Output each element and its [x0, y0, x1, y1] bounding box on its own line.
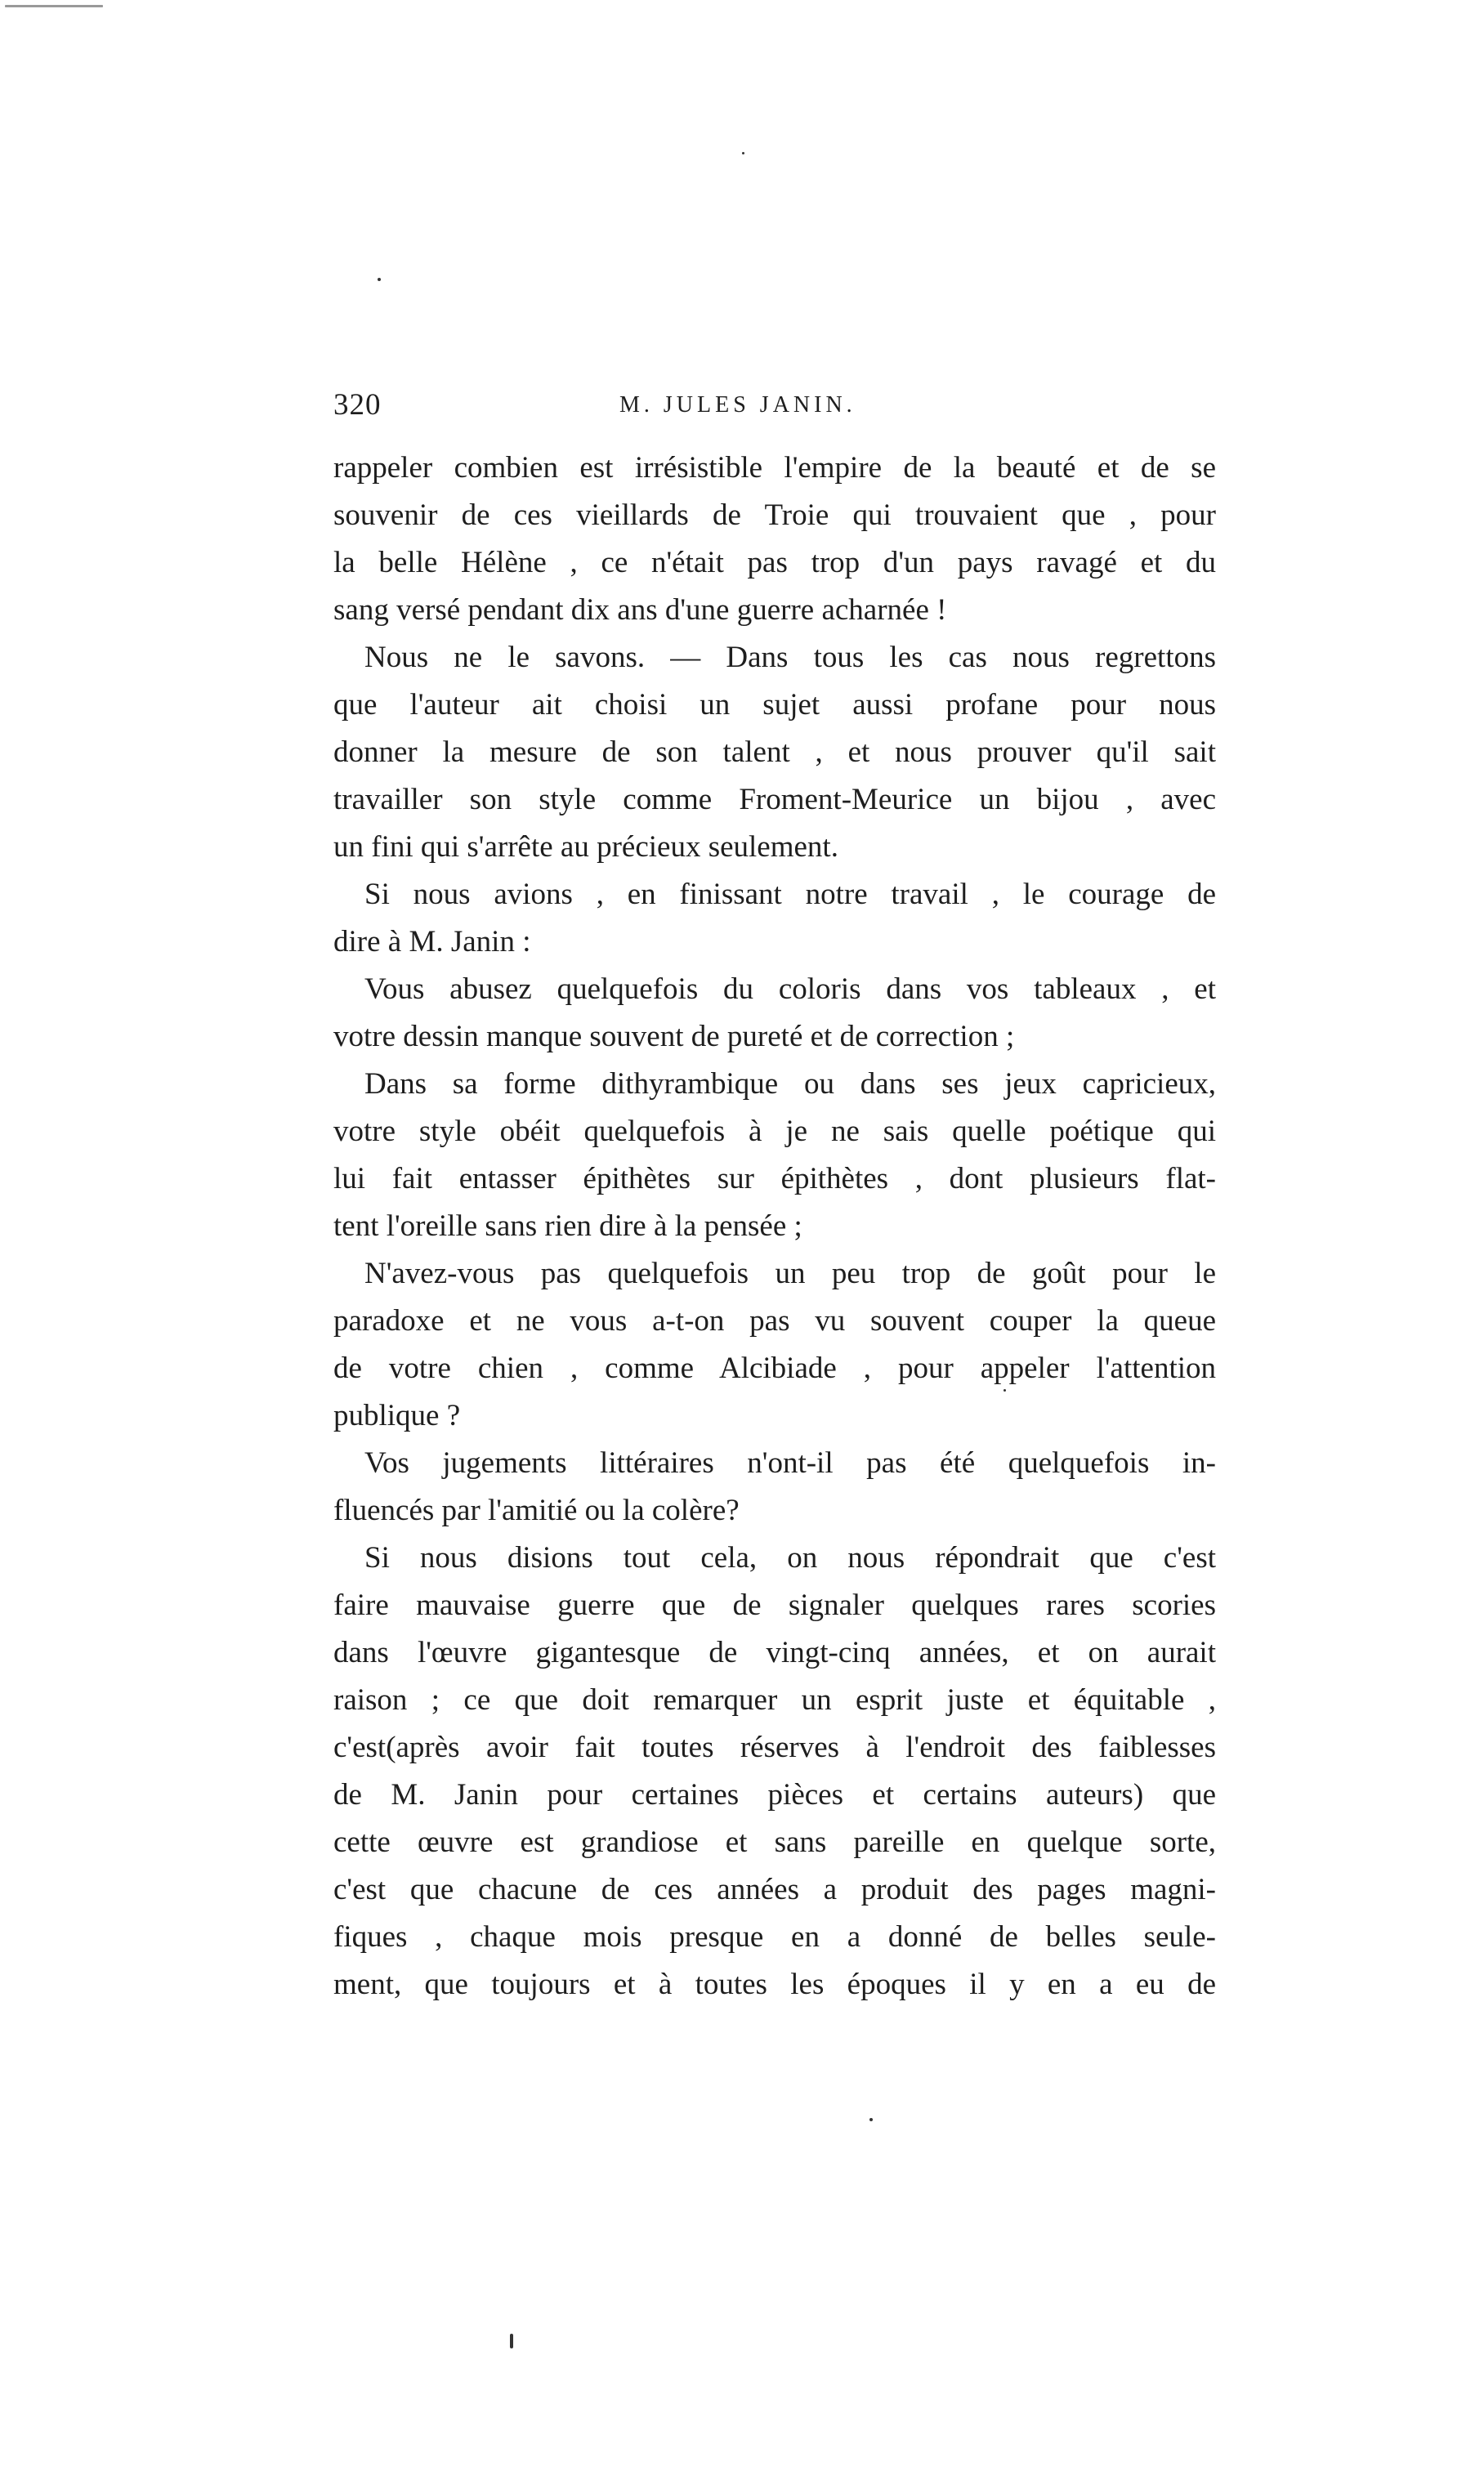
- text-line: Vos jugements littéraires n'ont-il pas été quelquefois in-: [364, 1446, 1216, 1480]
- running-head: [333, 381, 1213, 430]
- text-line: souvenir de ces vieillards de Troie qui trouvaient que , pour: [333, 498, 1216, 532]
- text-line: c'est(après avoir fait toutes réserves à l'endroit des faiblesses: [333, 1731, 1216, 1764]
- text-line: rappeler combien est irrésistible l'empire de la beauté et de se: [333, 451, 1216, 485]
- text-line: que l'auteur ait choisi un sujet aussi profane pour nous: [333, 688, 1216, 722]
- text-line: votre dessin manque souvent de pureté et de correction ;: [333, 1020, 1015, 1053]
- text-line: de M. Janin pour certaines pièces et certains auteurs) que: [333, 1778, 1216, 1812]
- running-title: M. JULES JANIN.: [619, 392, 856, 418]
- text-line: paradoxe et ne vous a-t-on pas vu souvent couper la queue: [333, 1304, 1216, 1338]
- scan-speck: [510, 2334, 513, 2348]
- text-line: N'avez-vous pas quelquefois un peu trop de goût pour le: [364, 1257, 1216, 1290]
- text-line: Nous ne le savons. — Dans tous les cas nous regrettons: [364, 641, 1216, 674]
- text-line: publique ?: [333, 1399, 461, 1432]
- text-line: sang versé pendant dix ans d'une guerre acharnée !: [333, 593, 947, 627]
- text-line: de votre chien , comme Alcibiade , pour appeler l'attention: [333, 1352, 1216, 1385]
- text-line: fluencés par l'amitié ou la colère?: [333, 1494, 740, 1527]
- page-number: 320: [333, 388, 382, 422]
- scan-speck: [378, 278, 381, 281]
- text-line: dire à M. Janin :: [333, 925, 531, 958]
- scan-speck: [1003, 1389, 1006, 1392]
- text-line: Si nous disions tout cela, on nous répondrait que c'est: [364, 1541, 1216, 1575]
- text-line: un fini qui s'arrête au précieux seulement.: [333, 830, 838, 864]
- scan-speck: [742, 152, 744, 154]
- text-line: Vous abusez quelquefois du coloris dans vos tableaux , et: [364, 972, 1216, 1006]
- scan-speck: [869, 2118, 873, 2121]
- text-line: raison ; ce que doit remarquer un esprit juste et équitable ,: [333, 1683, 1216, 1717]
- text-line: votre style obéit quelquefois à je ne sais quelle poétique qui: [333, 1115, 1216, 1148]
- text-line: tent l'oreille sans rien dire à la pensée ;: [333, 1209, 802, 1243]
- text-line: faire mauvaise guerre que de signaler quelques rares scories: [333, 1588, 1216, 1622]
- text-line: travailler son style comme Froment-Meurice un bijou , avec: [333, 783, 1216, 816]
- text-line: fiques , chaque mois presque en a donné de belles seule-: [333, 1920, 1216, 1954]
- text-line: la belle Hélène , ce n'était pas trop d'un pays ravagé et du: [333, 546, 1216, 579]
- text-line: c'est que chacune de ces années a produit des pages magni-: [333, 1873, 1216, 1906]
- scan-speck: [5, 5, 103, 7]
- text-line: ment, que toujours et à toutes les époques il y en a eu de: [333, 1968, 1216, 2001]
- text-line: cette œuvre est grandiose et sans pareille en quelque sorte,: [333, 1825, 1216, 1859]
- text-line: Si nous avions , en finissant notre travail , le courage de: [364, 878, 1216, 911]
- text-line: donner la mesure de son talent , et nous prouver qu'il sait: [333, 735, 1216, 769]
- body-text: [333, 445, 1216, 2009]
- text-line: dans l'œuvre gigantesque de vingt-cinq années, et on aurait: [333, 1636, 1216, 1669]
- text-line: Dans sa forme dithyrambique ou dans ses jeux capricieux,: [364, 1067, 1216, 1101]
- text-line: lui fait entasser épithètes sur épithètes , dont plusieurs flat-: [333, 1162, 1216, 1195]
